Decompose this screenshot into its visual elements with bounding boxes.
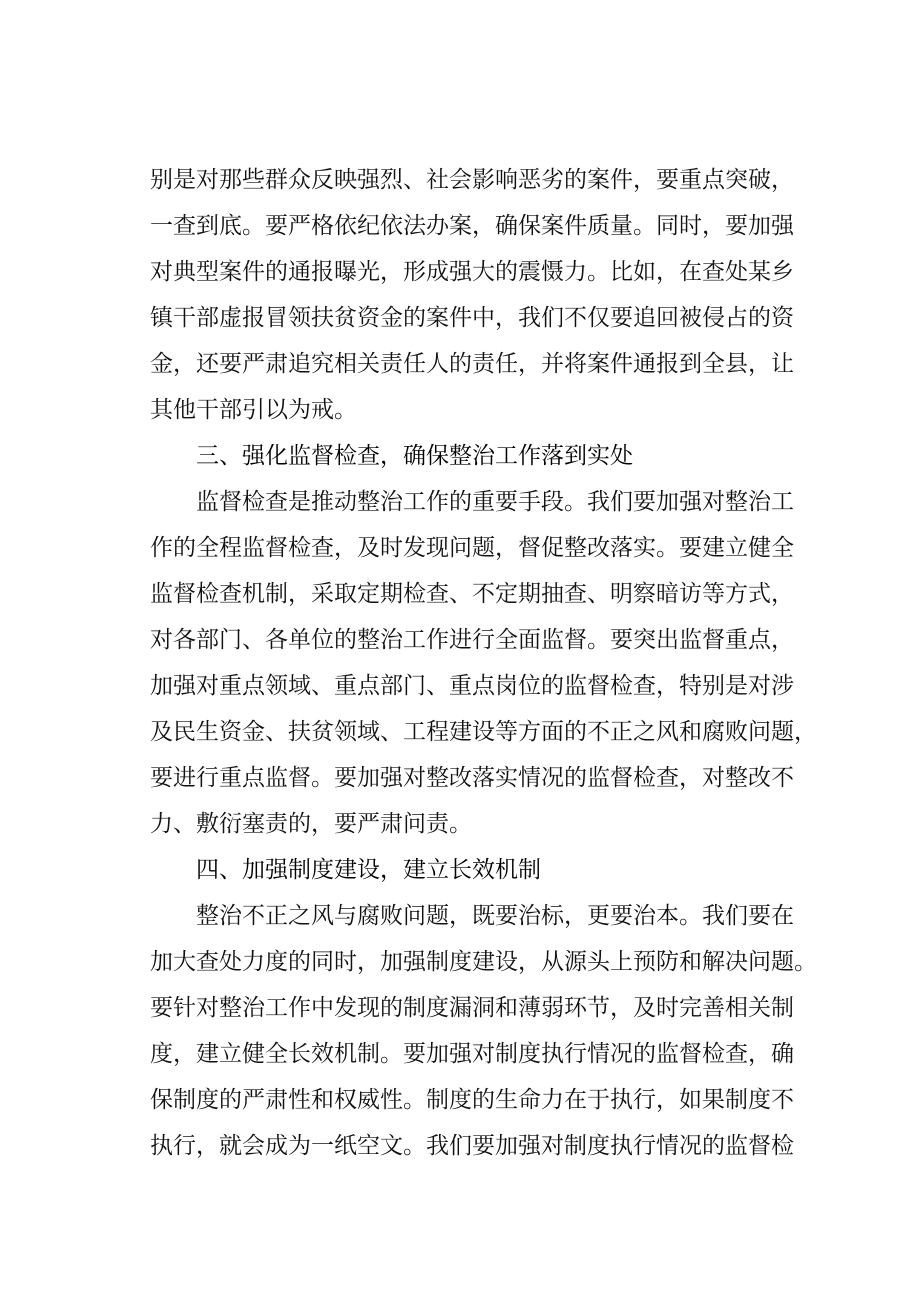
text-line: 监督检查是推动整治工作的重要手段。我们要加强对整治工 bbox=[196, 489, 794, 515]
section-heading-3: 三、强化监督检查，确保整治工作落到实处 bbox=[196, 443, 633, 469]
text-line: 其他干部引以为戒。 bbox=[150, 397, 357, 423]
text-line: 要针对整治工作中发现的制度漏洞和薄弱环节，及时完善相关制 bbox=[150, 995, 794, 1021]
text-line: 对典型案件的通报曝光，形成强大的震慑力。比如，在查处某乡 bbox=[150, 259, 794, 285]
text-line: 加大查处力度的同时，加强制度建设，从源头上预防和解决问题。 bbox=[150, 949, 817, 975]
text-line: 对各部门、各单位的整治工作进行全面监督。要突出监督重点， bbox=[150, 627, 794, 653]
text-line: 要进行重点监督。要加强对整改落实情况的监督检查，对整改不 bbox=[150, 765, 794, 791]
text-line: 及民生资金、扶贫领域、工程建设等方面的不正之风和腐败问题， bbox=[150, 719, 817, 745]
text-line: 监督检查机制，采取定期检查、不定期抽查、明察暗访等方式， bbox=[150, 581, 794, 607]
paragraph-supervision bbox=[150, 479, 817, 847]
text-line: 镇干部虚报冒领扶贫资金的案件中，我们不仅要追回被侵占的资 bbox=[150, 305, 794, 331]
text-line: 度，建立健全长效机制。要加强对制度执行情况的监督检查，确 bbox=[150, 1041, 794, 1067]
text-line: 作的全程监督检查，及时发现问题，督促整改落实。要建立健全 bbox=[150, 535, 794, 561]
text-line: 保制度的严肃性和权威性。制度的生命力在于执行，如果制度不 bbox=[150, 1087, 794, 1113]
text-line: 金，还要严肃追究相关责任人的责任，并将案件通报到全县，让 bbox=[150, 351, 794, 377]
paragraph-continued bbox=[150, 157, 810, 433]
text-line: 一查到底。要严格依纪依法办案，确保案件质量。同时，要加强 bbox=[150, 213, 794, 239]
text-line: 力、敷衍塞责的，要严肃问责。 bbox=[150, 811, 472, 837]
paragraph-institution bbox=[150, 893, 817, 1169]
document-body bbox=[150, 157, 817, 1169]
text-line: 别是对那些群众反映强烈、社会影响恶劣的案件，要重点突破， bbox=[150, 167, 794, 193]
text-line: 整治不正之风与腐败问题，既要治标，更要治本。我们要在 bbox=[196, 903, 794, 929]
text-line: 执行，就会成为一纸空文。我们要加强对制度执行情况的监督检 bbox=[150, 1133, 794, 1159]
section-heading-4: 四、加强制度建设，建立长效机制 bbox=[196, 857, 541, 883]
text-line: 加强对重点领域、重点部门、重点岗位的监督检查，特别是对涉 bbox=[150, 673, 794, 699]
